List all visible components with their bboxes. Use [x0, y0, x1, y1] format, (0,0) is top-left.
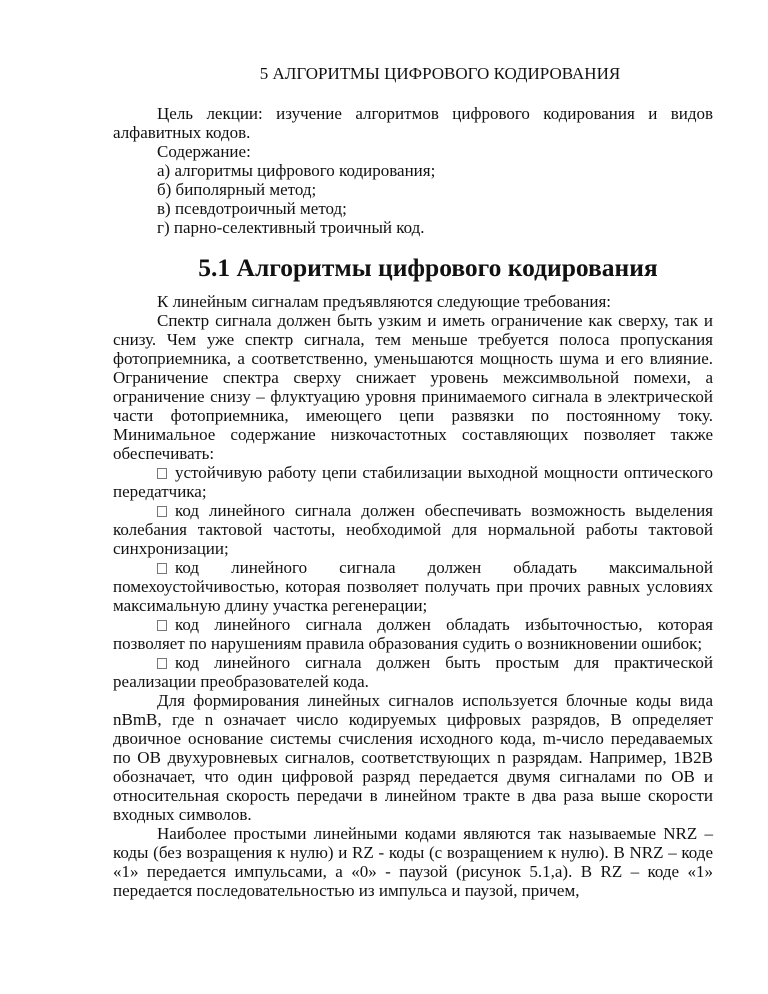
contents-item: в) псевдотроичный метод; [157, 199, 347, 218]
contents-item: б) биполярный метод; [157, 180, 317, 199]
bullet-text: код линейного сигнала должен обладать максимальной помехоустойчивостью, которая позволяет получать при прочих равных условиях максимальную длину участка регенерации; [113, 558, 713, 615]
checkbox-glyph-icon [157, 506, 167, 517]
contents-item: а) алгоритмы цифрового кодирования; [157, 161, 436, 180]
lecture-goal: Цель лекции: изучение алгоритмов цифрового кодирования и видов алфавитных кодов. [113, 104, 713, 142]
paragraph-nrz-rz: Наиболее простыми линейными кодами являются так называемые NRZ – коды (без возращения к нулю) и RZ - коды (с возращением к нулю). В NRZ – коде «1» передается импульсами, а «0» - паузой (рисунок 5.1,а). В RZ – коде «1» передается последовательностью из импульса и паузой, причем, [113, 824, 713, 900]
bullet-item [113, 463, 713, 501]
section-title: 5.1 Алгоритмы цифрового кодирования [198, 253, 658, 282]
checkbox-glyph-icon [157, 468, 167, 479]
bullet-item [113, 501, 713, 558]
checkbox-glyph-icon [157, 620, 167, 631]
checkbox-glyph-icon [157, 658, 167, 669]
spacer [113, 84, 713, 104]
page-title: 5 АЛГОРИТМЫ ЦИФРОВОГО КОДИРОВАНИЯ [259, 64, 621, 83]
document-page [113, 60, 713, 900]
bullet-text: код линейного сигнала должен быть простым для практической реализации преобразователей кода. [113, 653, 713, 691]
bullet-text: устойчивую работу цепи стабилизации выходной мощности оптического передатчика; [113, 463, 713, 501]
bullet-text: код линейного сигнала должен обладать избыточностью, которая позволяет по нарушениям правила образования судить о возникновении ошибок; [113, 615, 713, 653]
paragraph-block-codes: Для формирования линейных сигналов используется блочные коды вида nBmB, где n означает число кодируемых цифровых разрядов, В определяет двоичное основание системы счисления исходного кода, m-число передаваемых по ОВ двухуровневых сигналов, соответствующих n разрядам. Например, 1B2B обозначает, что один цифровой разряд передается двумя сигналами по ОВ и относительная скорость передачи в линейном тракте в два раза выше скорости входных символов. [113, 691, 713, 824]
checkbox-glyph-icon [157, 563, 167, 574]
bullet-text: код линейного сигнала должен обеспечивать возможность выделения колебания тактовой частоты, необходимой для нормальной работы тактовой синхронизации; [113, 501, 713, 558]
bullet-item [113, 615, 713, 653]
paragraph-requirements-intro: К линейным сигналам предъявляются следующие требования: [157, 292, 611, 311]
contents-item: г) парно-селективный троичный код. [157, 218, 425, 237]
paragraph-spectrum: Спектр сигнала должен быть узким и иметь ограничение как сверху, так и снизу. Чем уже спектр сигнала, тем меньше требуется полоса пропускания фотоприемника, а соответственно, уменьшаются мощность шума и его влияние. Ограничение спектра сверху снижает уровень межсимвольной помехи, а ограничение снизу – флуктуацию уровня принимаемого сигнала в электрической части фотоприемника, имеющего цепи развязки по постоянному току. Минимальное содержание низкочастотных составляющих позволяет также обеспечивать: [113, 311, 713, 463]
contents-label: Содержание: [157, 142, 251, 161]
bullet-item [113, 653, 713, 691]
bullet-item [113, 558, 713, 615]
